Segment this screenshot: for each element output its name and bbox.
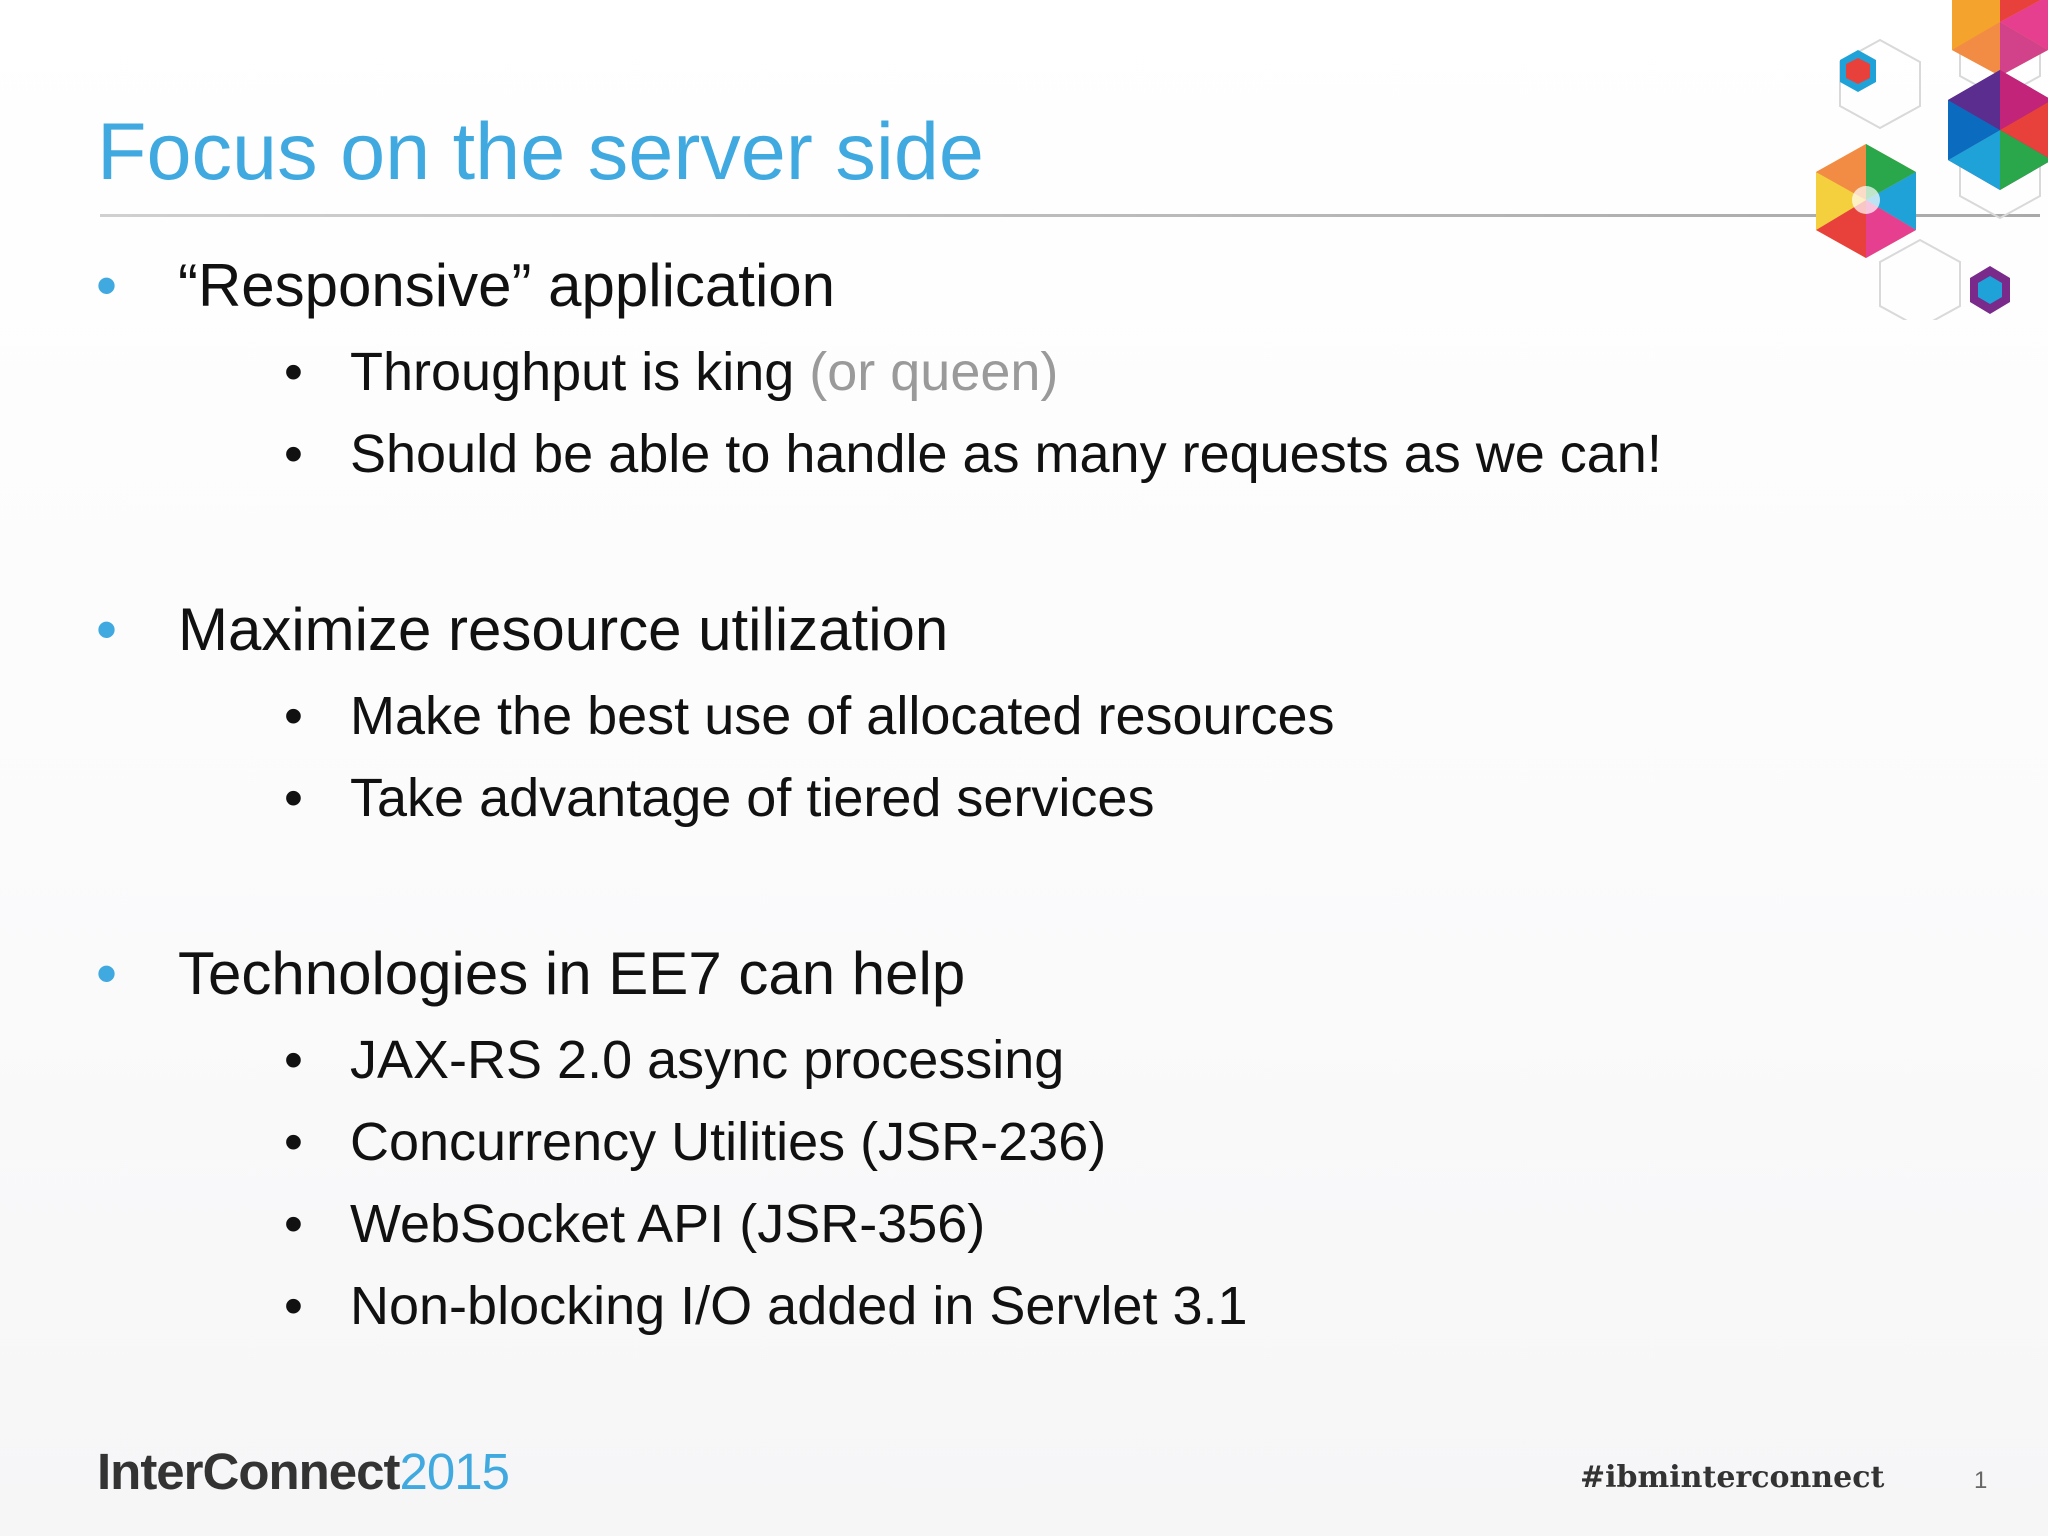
bullet-heading-responsive: “Responsive” application bbox=[178, 252, 836, 319]
sub-bullet-aside: (or queen) bbox=[794, 342, 1059, 402]
sub-bullet-websocket: WebSocket API (JSR-356) bbox=[350, 1194, 986, 1254]
sub-bullet-tiered: Take advantage of tiered services bbox=[350, 768, 1155, 828]
sub-bullet-dot: • bbox=[284, 1030, 303, 1090]
sub-bullet-text: Throughput is king bbox=[350, 342, 795, 402]
sub-bullet-jaxrs: JAX-RS 2.0 async processing bbox=[350, 1030, 1065, 1090]
bullet-dot: • bbox=[96, 252, 118, 319]
sub-bullet-throughput bbox=[350, 340, 1058, 404]
title-divider bbox=[100, 214, 2040, 217]
sub-bullet-requests: Should be able to handle as many requests as we can! bbox=[350, 424, 1662, 484]
event-logo-text bbox=[97, 1442, 509, 1502]
colorful-hexagon-cluster-icon bbox=[1790, 0, 2048, 320]
bullet-dot: • bbox=[96, 596, 118, 663]
sub-bullet-allocated: Make the best use of allocated resources bbox=[350, 686, 1335, 746]
sub-bullet-concurrency: Concurrency Utilities (JSR-236) bbox=[350, 1112, 1107, 1172]
bullet-heading-technologies: Technologies in EE7 can help bbox=[178, 940, 966, 1007]
sub-bullet-dot: • bbox=[284, 1194, 303, 1254]
sub-bullet-dot: • bbox=[284, 768, 303, 828]
sub-bullet-nonblocking: Non-blocking I/O added in Servlet 3.1 bbox=[350, 1276, 1248, 1336]
sub-bullet-dot: • bbox=[284, 424, 303, 484]
bullet-heading-maximize: Maximize resource utilization bbox=[178, 596, 949, 663]
brand-year: 2015 bbox=[399, 1443, 509, 1500]
sub-bullet-dot: • bbox=[284, 686, 303, 746]
brand-name: InterConnect bbox=[97, 1443, 400, 1500]
sub-bullet-dot: • bbox=[284, 1112, 303, 1172]
hashtag: #ibminterconnect bbox=[1580, 1460, 1885, 1495]
slide-title: Focus on the server side bbox=[97, 107, 984, 197]
bullet-dot: • bbox=[96, 940, 118, 1007]
sub-bullet-dot: • bbox=[284, 342, 303, 402]
page-number: 1 bbox=[1974, 1467, 1988, 1494]
sub-bullet-dot: • bbox=[284, 1276, 303, 1336]
